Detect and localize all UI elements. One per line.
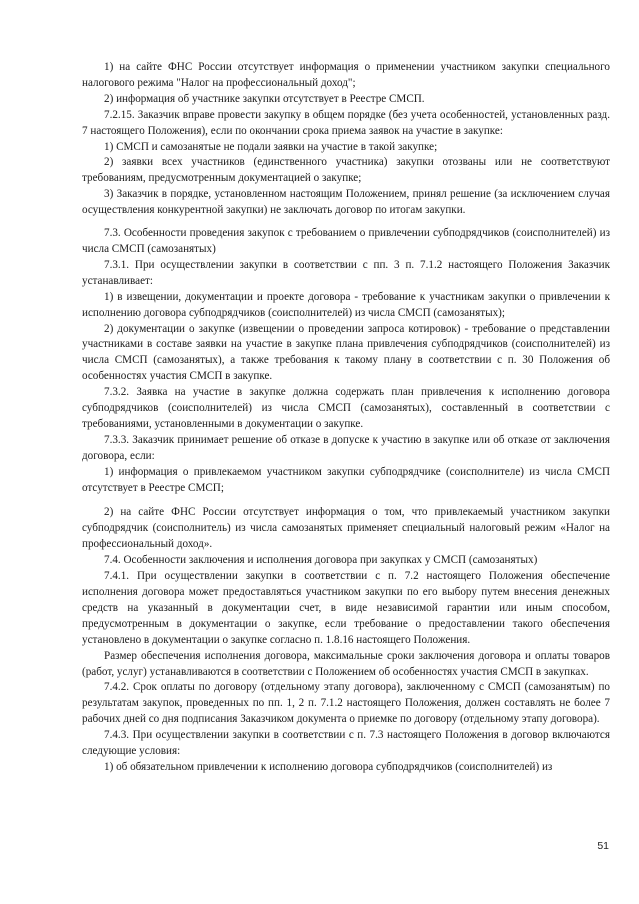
paragraph: 1) информация о привлекаемом участником закупки субподрядчике (соисполнителе) из числа СМСП отсутствует в Реестре СМСП;	[82, 465, 610, 494]
paragraph: 7.2.15. Заказчик вправе провести закупку в общем порядке (без учета особенностей, установленных разд. 7 настоящего Положения), если по окончании срока приема заявок на участие в закупке:	[82, 108, 610, 137]
paragraph: 7.3.2. Заявка на участие в закупке должна содержать план привлечения к исполнению договора субподрядчиков (соисполнителей) из числа СМСП (самозанятых), составленный в соответствии с требованиями, установленными в документации о закупке.	[82, 386, 610, 430]
paragraph: 1) на сайте ФНС России отсутствует информация о применении участником закупки специального налогового режима "Налог на профессиональный доход";	[82, 61, 610, 89]
paragraph: 3) Заказчик в порядке, установленном настоящим Положением, принял решение (за исключением случая осуществления конкурентной закупки) не заключать договор по итогам закупки.	[82, 188, 610, 217]
section-heading-7-3: 7.3. Особенности проведения закупок с требованием о привлечении субподрядчиков (соисполнителей) из числа СМСП (самозанятых)	[82, 227, 610, 255]
paragraph: Размер обеспечения исполнения договора, максимальные сроки заключения договора и оплаты товаров (работ, услуг) устанавливаются в соответствии с Положением об особенностях участия СМСП в закупках.	[82, 649, 610, 678]
paragraph: 7.4.3. При осуществлении закупки в соответствии с п. 7.3 настоящего Положения в договор включаются следующие условия:	[82, 729, 610, 758]
paragraph: 2) заявки всех участников (единственного участника) закупки отозваны или не соответствуют требованиям, предусмотренным документацией о закупке;	[82, 156, 610, 185]
paragraph: 1) СМСП и самозанятые не подали заявки на участие в такой закупке;	[104, 140, 438, 153]
paragraph: 1) в извещении, документации и проекте договора - требование к участникам закупки о привлечении к исполнению договора субподрядчиков (соисполнителей) из числа СМСП (самозанятых);	[82, 290, 610, 319]
paragraph: 7.3.3. Заказчик принимает решение об отказе в допуске к участию в закупке или об отказе от заключения договора, если:	[82, 433, 610, 462]
paragraph: 7.3.1. При осуществлении закупки в соответствии с пп. 3 п. 7.1.2 настоящего Положения Заказчик устанавливает:	[82, 258, 610, 287]
paragraph: 2) информация об участнике закупки отсутствует в Реестре СМСП.	[104, 92, 425, 105]
paragraph: 2) на сайте ФНС России отсутствует информация о том, что привлекаемый участником закупки субподрядчик (соисполнитель) из числа самозанятых применяет специальный налоговый режим «Налог на профессиональный доход».	[82, 506, 610, 551]
section-heading-7-4: 7.4. Особенности заключения и исполнения договора при закупках у СМСП (самозанятых)	[104, 554, 538, 567]
page-number: 51	[597, 840, 609, 852]
paragraph: 7.4.1. При осуществлении закупки в соответствии с п. 7.2 настоящего Положения обеспечение исполнения договора может предоставляться участником закупки по его выбору путем внесения денежных средств на указанный в документации счет, в виде независимой гарантии или иным способом, предусмотренным в документации о закупке, если требование о предоставлении такого обеспечения установлено в документации о закупке согласно п. 1.8.16 настоящего Положения.	[82, 570, 610, 646]
paragraph: 7.4.2. Срок оплаты по договору (отдельному этапу договора), заключенному с СМСП (самозанятым) по результатам закупок, проведенных по пп. 1, 2 п. 7.1.2 настоящего Положения, должен составлять не более 7 рабочих дней со дня подписания Заказчиком документа о приемке по договору (отдельному этапу договора).	[82, 681, 610, 726]
paragraph: 1) об обязательном привлечении к исполнению договора субподрядчиков (соисполнителей) из	[104, 760, 553, 773]
paragraph: 2) документации о закупке (извещении о проведении запроса котировок) - требование о представлении участниками в составе заявки на участие в закупке плана привлечения субподрядчиков (соисполнителей) из числа СМСП (самозанятых), а также требования к такому плану в соответствии с п. 30 Положения об особенностях участия СМСП в закупке.	[82, 322, 610, 383]
document-body	[82, 60, 610, 776]
